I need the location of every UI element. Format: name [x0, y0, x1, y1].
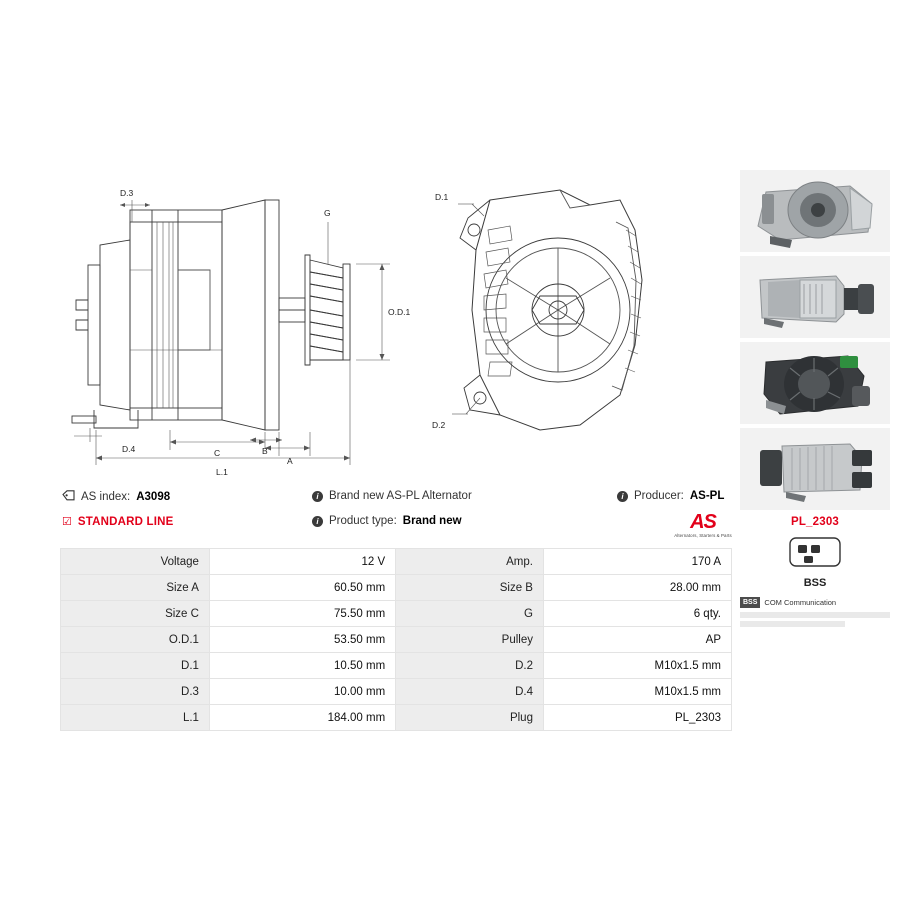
pulley-grooves [310, 260, 343, 360]
spec-key: Amp. [396, 549, 544, 575]
standard-line-label: STANDARD LINE [77, 515, 174, 528]
spec-value: AP [543, 627, 731, 653]
spec-value: 184.00 mm [209, 705, 395, 731]
label-l1: L.1 [216, 467, 228, 477]
label-c: C [214, 448, 221, 458]
label-od1: O.D.1 [388, 307, 411, 317]
com-bar [740, 621, 845, 627]
technical-drawing [60, 160, 730, 480]
spec-value: M10x1.5 mm [543, 653, 731, 679]
specifications-table [60, 548, 732, 731]
spec-value: 12 V [209, 549, 395, 575]
product-photo-4[interactable] [740, 428, 890, 510]
as-index-label: AS index: [81, 491, 131, 503]
producer-label: Producer: [634, 490, 684, 502]
spec-value: M10x1.5 mm [543, 679, 731, 705]
spec-value: 28.00 mm [543, 575, 731, 601]
plug-name: BSS [803, 577, 827, 589]
spec-value: 6 qty. [543, 601, 731, 627]
label-g: G [324, 208, 331, 218]
brand-new-text-col [312, 490, 617, 502]
spec-value: 10.50 mm [209, 653, 395, 679]
label-a: A [287, 456, 293, 466]
info-row-1 [62, 490, 732, 504]
label-d4: D.4 [122, 444, 136, 454]
com-text: COM Communication [764, 598, 837, 607]
com-placeholder-bars [740, 612, 890, 627]
spec-value: 53.50 mm [209, 627, 395, 653]
producer-value: AS-PL [689, 490, 725, 502]
table-row [61, 575, 732, 601]
label-d1: D.1 [435, 192, 449, 202]
spec-key: D.1 [61, 653, 210, 679]
info-icon: i [312, 516, 323, 527]
info-block [62, 490, 732, 528]
spec-value: PL_2303 [543, 705, 731, 731]
drawing-svg [60, 160, 730, 480]
spec-key: D.4 [396, 679, 544, 705]
as-pl-logo [673, 512, 733, 538]
label-d3: D.3 [120, 188, 134, 198]
spec-key: Size C [61, 601, 210, 627]
product-type-value: Brand new [402, 515, 462, 527]
front-view [460, 190, 642, 430]
plug-diagram [740, 534, 890, 575]
spec-value: 170 A [543, 549, 731, 575]
standard-line-col [62, 515, 312, 528]
product-photo-3[interactable] [740, 342, 890, 424]
spec-key: Pulley [396, 627, 544, 653]
product-type-label: Product type: [329, 515, 397, 527]
brand-new-text: Brand new AS-PL Alternator [329, 490, 472, 502]
spec-value: 10.00 mm [209, 679, 395, 705]
product-type-col [312, 515, 617, 527]
specs-tbody [61, 549, 732, 731]
product-photo-2[interactable] [740, 256, 890, 338]
product-photo-strip [740, 170, 890, 630]
table-row [61, 679, 732, 705]
as-index-value: A3098 [136, 491, 171, 503]
table-row [61, 653, 732, 679]
plug-code: PL_2303 [790, 516, 840, 528]
spec-key: Plug [396, 705, 544, 731]
spec-key: Voltage [61, 549, 210, 575]
logo-subtitle: Alternators, Starters & Parts [674, 533, 732, 538]
spec-value: 75.50 mm [209, 601, 395, 627]
info-icon: i [312, 491, 323, 502]
as-index [62, 490, 312, 504]
table-row [61, 627, 732, 653]
label-b: B [262, 446, 268, 456]
label-d2: D.2 [432, 420, 446, 430]
spec-key: G [396, 601, 544, 627]
com-bar [740, 612, 890, 618]
spec-key: Size B [396, 575, 544, 601]
table-row [61, 549, 732, 575]
spec-key: Size A [61, 575, 210, 601]
side-view [72, 200, 350, 430]
info-icon: i [617, 491, 628, 502]
logo-mark: AS [690, 511, 716, 533]
table-row [61, 705, 732, 731]
table-row [61, 601, 732, 627]
spec-key: D.3 [61, 679, 210, 705]
com-communication-row [740, 597, 890, 608]
product-photo-1[interactable] [740, 170, 890, 252]
check-icon: ☑ [62, 516, 72, 528]
producer-col [617, 490, 732, 502]
info-row-2 [62, 515, 732, 528]
spec-key: D.2 [396, 653, 544, 679]
spec-value: 60.50 mm [209, 575, 395, 601]
spec-key: L.1 [61, 705, 210, 731]
spec-key: O.D.1 [61, 627, 210, 653]
com-badge: BSS [740, 597, 760, 608]
tag-icon [62, 490, 75, 504]
